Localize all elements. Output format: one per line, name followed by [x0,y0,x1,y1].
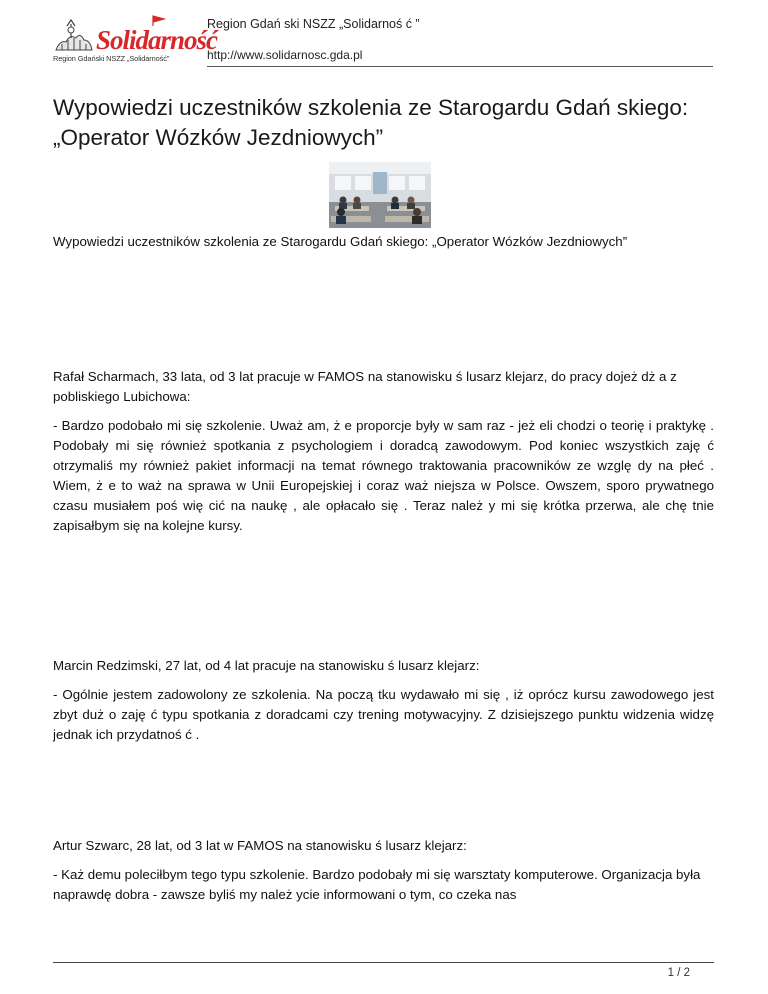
speaker-line: Marcin Redzimski, 27 lat, od 4 lat pracuje na stanowisku ś lusarz klejarz: [53,658,480,673]
header-url-link[interactable]: http://www.solidarnosc.gda.pl [207,48,363,62]
page-number: 1 / 2 [667,967,690,979]
footer-divider [53,962,714,963]
speaker-quote: - Bardzo podobało mi się szkolenie. Uważ am, ż e proporcje były w sam raz - jeż eli chodzi o teorię i praktykę . Podobały mi się również spotkania z psychologiem i doradcą zawodowym. Pod koniec wszystkich zaję ć otrzymaliś my również pakiet informacji na temat równego traktowania pracowników ze wzglę dy na płeć . Wiem, ż e to waż na sprawa w Unii Europejskiej i coraz waż niejsza w Polsce. Owszem, sporo prywatnego czasu musiałem poś wię cić na naukę , ale opłacało się . Teraz należ y mi się krótka przerwa, ale chę tnie zapisałbym się na kolejne kursy. [53,418,714,533]
header-divider [207,66,713,67]
classroom-photo-image [329,162,431,228]
article-intro: Wypowiedzi uczestników szkolenia ze Starogardu Gdań skiego: „Operator Wózków Jezdniowych” [53,234,628,249]
speaker-quote: - Każ demu poleciłbym tego typu szkolenie. Bardzo podobały mi się warsztaty komputerowe. Organizacja była naprawdę dobra - zawsze byliś my należ ycie informowani o tym, co czeka nas [53,867,701,902]
article-photo [329,162,431,228]
speaker-line: Artur Szwarc, 28 lat, od 3 lat w FAMOS na stanowisku ś lusarz klejarz: [53,838,467,853]
speaker-line: Rafał Scharmach, 33 lata, od 3 lat pracuje w FAMOS na stanowisku ś lusarz klejarz, do pracy dojeż dż a z pobliskiego Lubichowa: [53,369,677,404]
article-title: Wypowiedzi uczestników szkolenia ze Starogardu Gdań skiego: „Operator Wózków Jezdniowych” [53,95,689,150]
header-title: Region Gdań ski NSZZ „Solidarnoś ć ” [207,17,420,31]
logo-wordmark: Solidarność [96,25,218,55]
logo-subtitle: Region Gdański NSZZ „Solidarność” [53,54,170,63]
speaker-quote: - Ogólnie jestem zadowolony ze szkolenia. Na począ tku wydawało mi się , iż oprócz kursu zawodowego jest zbyt duż o zaję ć typu spotkania z doradcami czy trening motywacyjny. Z dzisiejszego punktu widzenia widzę jednak ich przydatnoś ć . [53,687,714,742]
